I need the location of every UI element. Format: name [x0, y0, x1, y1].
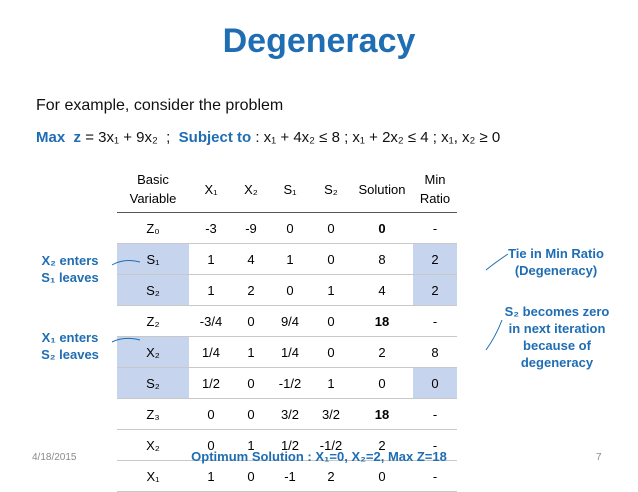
header-x2: X₂	[233, 166, 269, 213]
note-line: S₂ leaves	[41, 347, 99, 362]
table-cell: 1	[189, 244, 233, 275]
intro-text: For example, consider the problem	[36, 97, 284, 114]
table-cell: 1	[269, 244, 311, 275]
table-cell: 0	[351, 461, 413, 492]
arrow-s2-zero	[486, 320, 502, 350]
table-cell: -1/2	[269, 368, 311, 399]
note-line: S₂ becomes zero	[504, 304, 610, 319]
note-line: degeneracy	[520, 355, 594, 370]
table-cell: 0	[413, 368, 457, 399]
note-line: in next iteration	[508, 321, 606, 336]
separator: ;	[166, 129, 171, 146]
table-cell: 1	[233, 337, 269, 368]
table-cell: 1	[311, 275, 351, 306]
table-cell: -	[413, 213, 457, 244]
table-cell: S₂	[117, 275, 189, 306]
arrow-x2-enters	[112, 261, 140, 265]
table-cell: -1/2	[311, 430, 351, 461]
table-cell: 1/2	[189, 368, 233, 399]
table-cell: 1	[189, 275, 233, 306]
table-cell: 18	[351, 306, 413, 337]
table-cell: -	[413, 430, 457, 461]
note-line: S₁ leaves	[41, 270, 99, 285]
table-cell: -9	[233, 213, 269, 244]
table-cell: 2	[351, 430, 413, 461]
table-cell: X₂	[117, 430, 189, 461]
constraints: : x₁ + 4x₂ ≤ 8 ; x₁ + 2x₂ ≤ 4 ; x₁, x₂ ≥ 0	[255, 129, 501, 146]
table-cell: 1	[311, 368, 351, 399]
table-cell: 8	[351, 244, 413, 275]
table-cell: 2	[233, 275, 269, 306]
table-cell: Z₂	[117, 306, 189, 337]
table-cell: 1/2	[269, 430, 311, 461]
optimum-solution: Optimum Solution : X₁=0, X₂=2, Max Z=18	[191, 449, 447, 464]
note-line: X₁ enters	[41, 330, 99, 345]
table-cell: 2	[311, 461, 351, 492]
header-min-ratio: Min Ratio	[413, 166, 457, 213]
table-cell: 1	[233, 430, 269, 461]
arrow-x1-enters	[112, 338, 140, 342]
header-s2: S₂	[311, 166, 351, 213]
table-cell: 0	[351, 368, 413, 399]
header-solution: Solution	[351, 166, 413, 213]
table-cell: X₂	[117, 337, 189, 368]
table-cell: 0	[189, 399, 233, 430]
table-cell: 0	[269, 275, 311, 306]
max-label: Max	[36, 129, 66, 146]
table-cell: -	[413, 399, 457, 430]
table-cell: 3/2	[311, 399, 351, 430]
table-cell: 0	[311, 213, 351, 244]
table-cell: 3/2	[269, 399, 311, 430]
table-cell: 0	[311, 337, 351, 368]
table-cell: 0	[351, 213, 413, 244]
note-line: (Degeneracy)	[514, 263, 598, 278]
note-line: because of	[523, 338, 591, 353]
table-cell: -1	[269, 461, 311, 492]
footer-date: 4/18/2015	[32, 452, 77, 463]
table-cell: 0	[189, 430, 233, 461]
table-cell: 2	[413, 244, 457, 275]
table-cell: 2	[351, 337, 413, 368]
note-line: X₂ enters	[41, 253, 99, 268]
table-cell: 0	[233, 306, 269, 337]
note-line: Tie in Min Ratio	[508, 246, 604, 261]
table-cell: Z₃	[117, 399, 189, 430]
table-cell: Z₀	[117, 213, 189, 244]
table-cell: 0	[233, 399, 269, 430]
table-cell: 1	[189, 461, 233, 492]
header-x1: X₁	[189, 166, 233, 213]
page-number: 7	[596, 452, 602, 463]
table-cell: 0	[269, 213, 311, 244]
table-cell: 1/4	[189, 337, 233, 368]
subject-to-label: Subject to	[178, 129, 252, 146]
table-cell: 2	[413, 275, 457, 306]
table-cell: -3	[189, 213, 233, 244]
header-basic-variable: Basic Variable	[117, 166, 189, 213]
table-cell: -3/4	[189, 306, 233, 337]
table-cell: 1/4	[269, 337, 311, 368]
table-cell: 9/4	[269, 306, 311, 337]
arrow-tie	[486, 254, 508, 270]
table-cell: 4	[233, 244, 269, 275]
objective-variable: z	[73, 129, 82, 146]
table-cell: -	[413, 306, 457, 337]
header-s1: S₁	[269, 166, 311, 213]
table-cell: X₁	[117, 461, 189, 492]
table-cell: 0	[233, 368, 269, 399]
objective-function: = 3x₁ + 9x₂	[85, 129, 158, 146]
slide-title: Degeneracy	[222, 22, 416, 60]
table-cell: 0	[233, 461, 269, 492]
table-cell: -	[413, 461, 457, 492]
table-cell: 4	[351, 275, 413, 306]
table-cell: S₂	[117, 368, 189, 399]
table-cell: S₁	[117, 244, 189, 275]
table-cell: 0	[311, 306, 351, 337]
table-cell: 0	[311, 244, 351, 275]
table-cell: 18	[351, 399, 413, 430]
table-cell: 8	[413, 337, 457, 368]
